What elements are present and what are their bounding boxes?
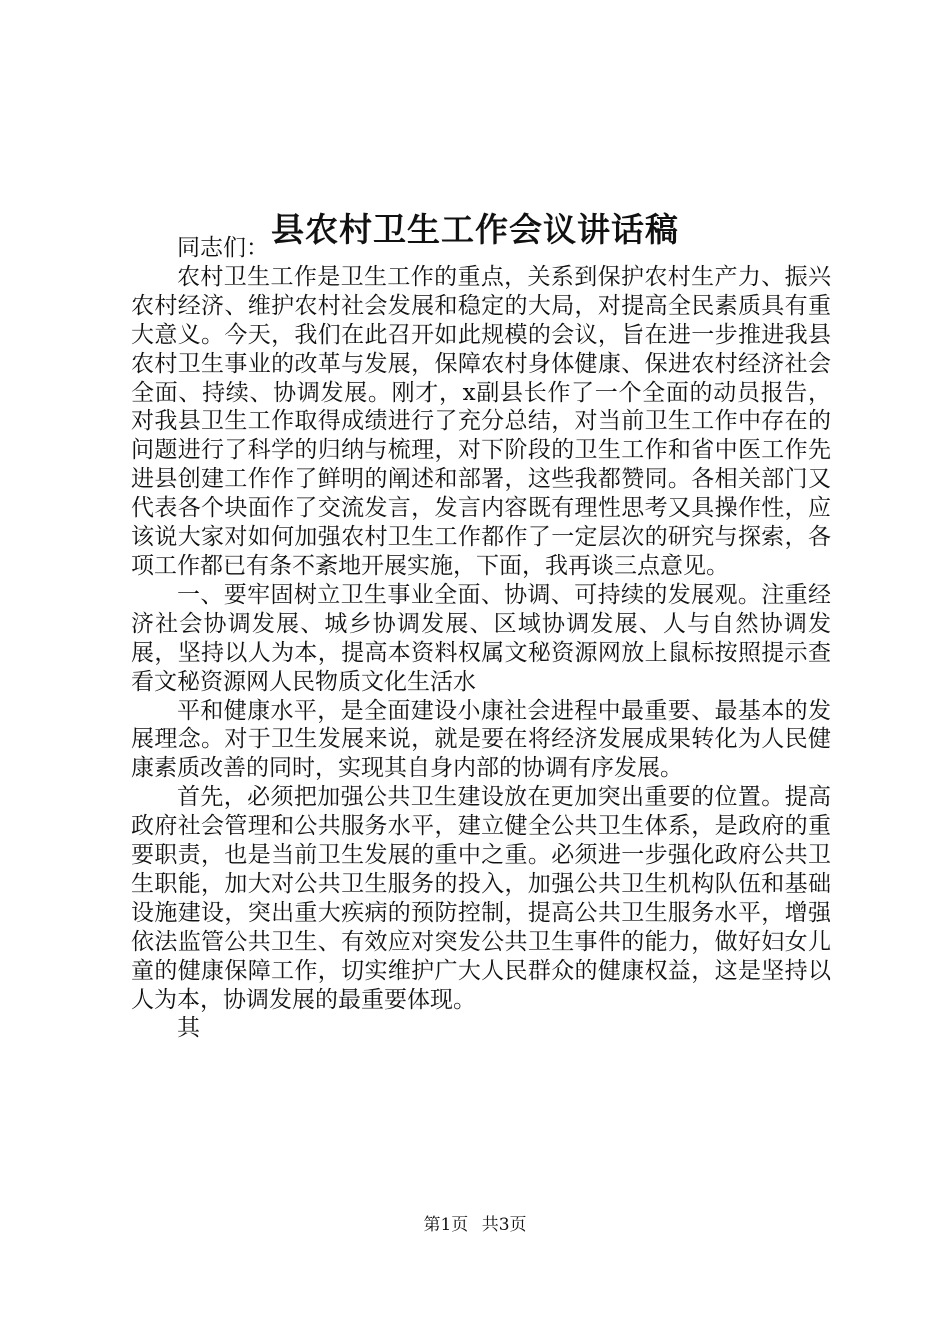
page-number: 第1页 bbox=[423, 1215, 469, 1235]
paragraph: 一、要牢固树立卫生事业全面、协调、可持续的发展观。注重经济社会协调发展、城乡协调发展、区域协调发展、人与自然协调发展，坚持以人为本，提高本资料权属文秘资源网放上鼠标按照提示查看文秘资源网人民物质文化生活水 bbox=[131, 581, 831, 695]
page-footer bbox=[0, 1214, 950, 1236]
paragraph: 平和健康水平，是全面建设小康社会进程中最重要、最基本的发展理念。对于卫生发展来说，就是要在将经济发展成果转化为人民健康素质改善的同时，实现其自身内部的协调有序发展。 bbox=[131, 697, 831, 782]
salutation: 同志们： bbox=[177, 235, 269, 261]
paragraph: 农村卫生工作是卫生工作的重点，关系到保护农村生产力、振兴农村经济、维护农村社会发展和稳定的大局，对提高全民素质具有重大意义。今天，我们在此召开如此规模的会议，旨在进一步推进我县农村卫生事业的改革与发展，保障农村身体健康、保进农村经济社会全面、持续、协调发展。刚才，x副县长作了一个全面的动员报告，对我县卫生工作取得成绩进行了充分总结，对当前卫生工作中存在的问题进行了科学的归纳与梳理，对下阶段的卫生工作和省中医工作先进县创建工作作了鲜明的阐述和部署，这些我都赞同。各相关部门又代表各个块面作了交流发言，发言内容既有理性思考又具操作性，应该说大家对如何加强农村卫生工作都作了一定层次的研究与探索，各项工作都已有条不紊地开展实施，下面，我再谈三点意见。 bbox=[131, 263, 831, 579]
page-total: 共3页 bbox=[481, 1215, 527, 1235]
paragraph: 其 bbox=[177, 1015, 200, 1042]
document-title: 县农村卫生工作会议讲话稿 bbox=[271, 210, 679, 250]
paragraph: 首先，必须把加强公共卫生建设放在更加突出重要的位置。提高政府社会管理和公共服务水平，建立健全公共卫生体系，是政府的重要职责，也是当前卫生发展的重中之重。必须进一步强化政府公共卫生职能，加大对公共卫生服务的投入，加强公共卫生机构队伍和基础设施建设，突出重大疾病的预防控制，提高公共卫生服务水平，增强依法监管公共卫生、有效应对突发公共卫生事件的能力，做好妇女儿童的健康保障工作，切实维护广大人民群众的健康权益，这是坚持以人为本，协调发展的最重要体现。 bbox=[131, 784, 831, 1013]
document-body bbox=[131, 234, 831, 1043]
